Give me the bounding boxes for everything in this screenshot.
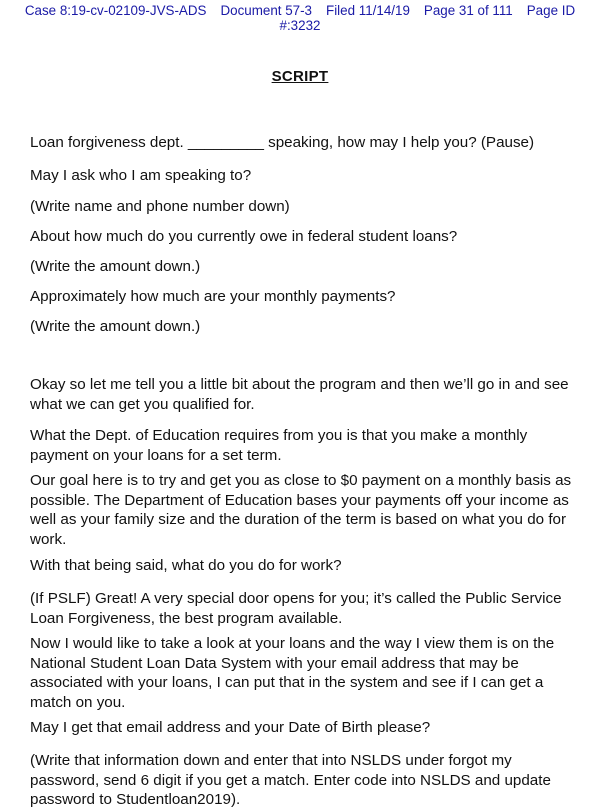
paragraph-write-amount-1: (Write the amount down.)	[30, 258, 201, 275]
paragraph-nslds-instructions: (Write that information down and enter that into NSLDS under forgot my password, send 6 digit if you get a match. Enter code into NSLDS and update password to Studentloan2019).	[30, 752, 551, 808]
paragraph-greeting: Loan forgiveness dept. _________ speaking, how may I help you? (Pause)	[30, 134, 535, 151]
filed-date: Filed 11/14/19	[326, 3, 410, 18]
paragraph-monthly-payments: Approximately how much are your monthly payments?	[30, 288, 396, 305]
page-id-label: Page ID	[526, 3, 576, 18]
document-number: Document 57-3	[220, 3, 313, 18]
paragraph-work-question: With that being said, what do you do for work?	[30, 557, 342, 574]
paragraph-ask-name: May I ask who I am speaking to?	[30, 167, 252, 184]
paragraph-email-dob: May I get that email address and your Date of Birth please?	[30, 719, 431, 736]
case-number: Case 8:19-cv-02109-JVS-ADS	[24, 3, 207, 18]
page-number: Page 31 of 111	[423, 3, 513, 18]
paragraph-write-name: (Write name and phone number down)	[30, 198, 290, 215]
paragraph-dept-requirements: What the Dept. of Education requires from you is that you make a monthly payment on your loans for a set term.	[30, 427, 528, 464]
paragraph-owe-amount: About how much do you currently owe in federal student loans?	[30, 228, 458, 245]
case-header	[0, 3, 600, 33]
paragraph-pslf: (If PSLF) Great! A very special door opens for you; it’s called the Public Service Loan Forgiveness, the best program available.	[30, 590, 562, 627]
paragraph-nslds: Now I would like to take a look at your loans and the way I view them is on the National Student Loan Data System with your email address that may be associated with your loans, I can put that in the system and see if I can get a match on you.	[30, 635, 555, 711]
paragraph-write-amount-2: (Write the amount down.)	[30, 318, 201, 335]
page-id-number: #:3232	[279, 18, 321, 33]
paragraph-goal: Our goal here is to try and get you as close to $0 payment on a monthly basis as possible. The Department of Education bases your payments off your income as well as your family size and the duration of the term is based on what you do for work.	[30, 472, 572, 548]
paragraph-program-intro: Okay so let me tell you a little bit about the program and then we’ll go in and see what we can get you qualified for.	[30, 376, 569, 413]
page-title: SCRIPT	[271, 68, 329, 85]
